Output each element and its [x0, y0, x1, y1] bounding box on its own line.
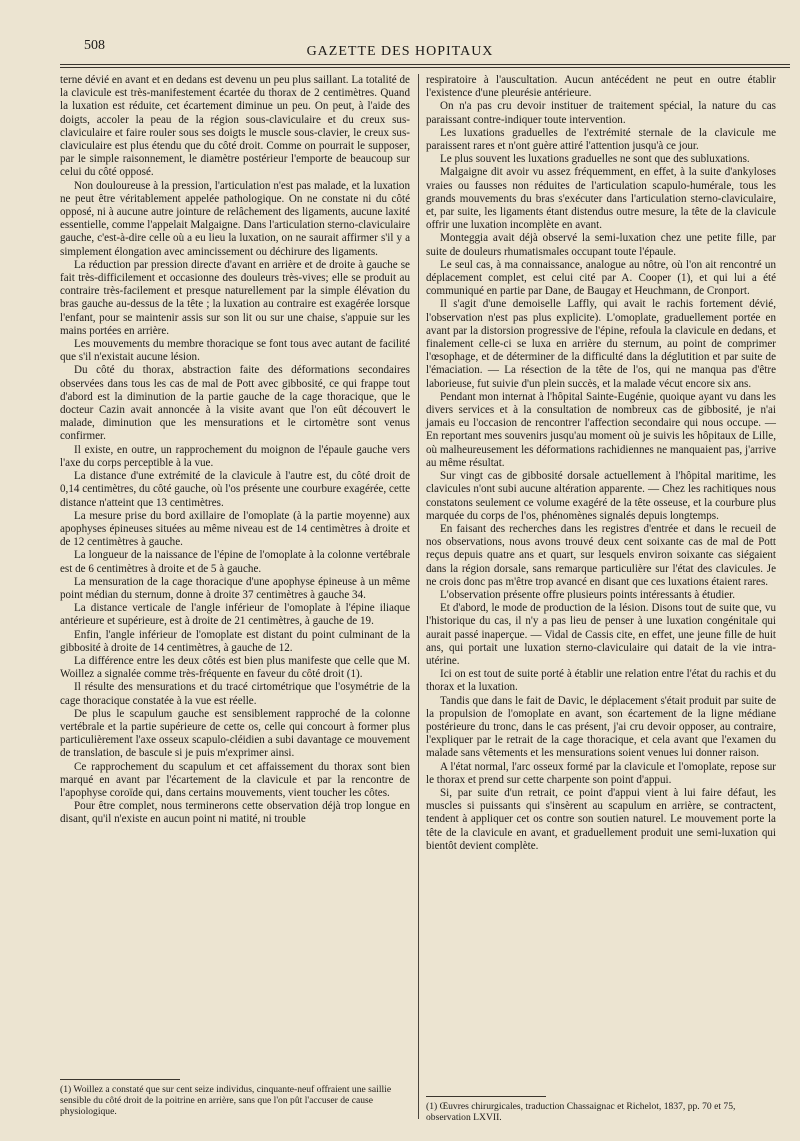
paragraph: La distance d'une extrémité de la clavicule à l'autre est, du côté droit de 0,14 centimètres, du côté gauche, où l'os présente une courbure exagérée, cette distance n'atteint que 13 centimètres.	[60, 470, 410, 509]
paragraph: La mensuration de la cage thoracique d'une apophyse épineuse à un même point médian du sternum, donne à droite 37 centimètres à gauche 34.	[60, 575, 410, 601]
paragraph: Les luxations graduelles de l'extrémité sternale de la clavicule me paraissent rares et n'ont guère attiré l'attention jusqu'à ce jour.	[426, 126, 776, 153]
paragraph: Enfin, l'angle inférieur de l'omoplate est distant du point culminant de la gibbosité à droite de 14 centimètres, à gauche de 12.	[60, 628, 410, 654]
paragraph: Pour être complet, nous terminerons cette observation déjà trop longue en disant, qu'il n'existe en aucun point ni matité, ni trouble	[60, 800, 410, 826]
left-footnote-block	[60, 1073, 410, 1117]
paragraph: terne dévié en avant et en dedans est devenu un peu plus saillant. La totalité de la clavicule est très-manifestement écartée du thorax de 2 centimètres. Quand la luxation est réduite, cet écartement diminue un peu. On peut, à l'aide des doigts, accoler la peau de la région sous-claviculaire et du creux sus-claviculaire et faire rouler sous ses doigts le muscle sous-clavier, le creux sus-claviculaire est plus étendu que du côté droit. Comme on pourrait le supposer, par le simple raisonnement, le diamètre postérieur l'emporte de beaucoup sur celui du côté opposé.	[60, 74, 410, 179]
paragraph: La réduction par pression directe d'avant en arrière et de droite à gauche se fait très-difficilement et occasionne des douleurs très-vives; elle se produit au contraire très-facilement et presque naturellement par la simple élévation du bras gauche au-dessus de la tête ; la luxation au contraire est exagérée lorsque l'enfant, pour se maintenir assis sur son lit ou sur une chaise, s'appuie sur les mains portées en arrière.	[60, 258, 410, 337]
paragraph: Le plus souvent les luxations graduelles ne sont que des subluxations.	[440, 153, 750, 166]
paragraph: Du côté du thorax, abstraction faite des déformations secondaires observées dans tous les cas de mal de Pott avec gibbosité, ce qui frappe tout d'abord est la diminution de la partie gauche de la cage thoracique, que le docteur Cazin avait annoncée à la visite avant que l'on eût découvert le malade, diminution que les mensurations et le cirtomètre sont venus confirmer.	[60, 364, 410, 443]
paragraph: Monteggia avait déjà observé la semi-luxation chez une petite fille, par suite de douleurs rhumatismales occupant toute l'épaule.	[426, 232, 776, 258]
header-rule	[60, 64, 790, 65]
paragraph: Sur vingt cas de gibbosité dorsale actuellement à l'hôpital maritime, les clavicules n'ont subi aucune altération apparente. — Chez les rachitiques nous constatons seulement ce volume exagéré de la tête osseuse, et la courbure plus marquée du corps de l'os, phénomènes signalés depuis longtemps.	[426, 470, 776, 522]
paragraph: Il résulte des mensurations et du tracé cirtométrique que l'osymétrie de la cage thoracique constatée à la vue est réelle.	[60, 681, 410, 707]
right-footnote-block	[426, 1090, 776, 1123]
paragraph: L'observation présente offre plusieurs points intéressants à étudier.	[440, 588, 736, 601]
paragraph: La distance verticale de l'angle inférieur de l'omoplate à l'épine iliaque antérieure et supérieure, est à droite de 21 centimètres, à gauche de 19.	[60, 602, 410, 628]
journal-title: GAZETTE DES HOPITAUX	[306, 44, 494, 59]
paragraph: Il s'agit d'une demoiselle Laffly, qui avait le rachis fortement dévié, l'observation n'est pas plus explicite). L'omoplate, graduellement portée en avant par la distorsion progressive de l'épine, refoula la clavicule en dedans, et finalement celle-ci se luxa en arrière du sternum, au point de comprimer l'œsophage, et de déterminer de la difficulté dans la déglutition et par suite de l'émaciation. — La résection de la tête de l'os, qui ne manqua pas d'être laborieuse, fut suivie d'un plein succès, et la malade vécut encore six ans.	[426, 298, 776, 390]
paragraph: Ce rapprochement du scapulum et cet affaissement du thorax sont bien marqué en avant par l'écartement de la clavicule et par la rencontre de l'apophyse coroïde qui, dans certains mouvements, vient toucher les côtes.	[60, 760, 410, 799]
paragraph: La longueur de la naissance de l'épine de l'omoplate à la colonne vertébrale est de 6 centimètres à droite et de 5 à gauche.	[60, 549, 410, 575]
paragraph: La mesure prise du bord axillaire de l'omoplate (à la partie moyenne) aux apophyses épineuses situées au même niveau est de 14 centimètres à droite et de 12 centimètres à gauche.	[60, 509, 410, 549]
paragraph: Tandis que dans le fait de Davic, le déplacement s'était produit par suite de la propulsion de l'omoplate en avant, son écartement de la ligne médiane postérieure du tronc, dans le cas présent, j'ai cru devoir opposer, au contraire, l'expliquer par le retrait de la cage thoracique, et cela avant que l'examen du malade sans vêtements et les mensurations soient venues lui donner raison.	[426, 694, 776, 760]
paragraph: Non douloureuse à la pression, l'articulation n'est pas malade, et la luxation ne peut être véritablement appelée pathologique. On ne constate ni du côté opposé, ni à aucune autre jointure de relâchement des ligaments, aucune laxité essentielle, comme l'appelait Malgaigne. Dans l'articulation sterno-claviculaire gauche, c'est-à-dire celle où a eu lieu la luxation, on ne saurait affirmer s'il y a simplement élongation avec amincissement ou déchirure des ligaments.	[60, 179, 410, 258]
paragraph: Il existe, en outre, un rapprochement du moignon de l'épaule gauche vers l'axe du corps perceptible à la vue.	[60, 443, 410, 469]
paragraph: On n'a pas cru devoir instituer de traitement spécial, la nature du cas paraissant contre-indiquer toute intervention.	[426, 100, 776, 126]
paragraph: Si, par suite d'un retrait, ce point d'appui vient à lui faire défaut, les muscles si puissants qui s'insèrent au scapulum en arrière, se contractent, tendent à appliquer cet os contre son soutien naturel. Le mouvement porte la tête de la clavicule en avant, et graduellement produit une semi-luxation qui bientôt devient complète.	[426, 786, 776, 852]
footnote-rule	[60, 1079, 180, 1080]
page-number: 508	[84, 38, 105, 53]
footnote-rule	[426, 1096, 546, 1097]
paragraph: Malgaigne dit avoir vu assez fréquemment, en effet, à la suite d'ankyloses vraies ou fausses non réduites de l'articulation scapulo-humérale, tous les grands mouvements du bras s'exécuter dans l'articulation sterno-claviculaire, et, par suite, les ligaments étant distendus outre mesure, la tête de la clavicule offrir une luxation incomplète en avant.	[426, 166, 776, 232]
right-column	[426, 74, 776, 853]
paragraph: De plus le scapulum gauche est sensiblement rapproché de la colonne vertébrale et la partie supérieure de cette os, celle qui concourt à former plus particulièrement l'axe osseux scapulo-cléidien a subi davantage ce mouvement de translation, de bascule si je puis m'exprimer ainsi.	[60, 707, 410, 760]
paragraph: A l'état normal, l'arc osseux formé par la clavicule et l'omoplate, repose sur le thorax et prend sur cette charpente son point d'appui.	[426, 760, 776, 786]
paragraph: Le seul cas, à ma connaissance, analogue au nôtre, où l'on ait rencontré un déplacement complet, est celui cité par A. Cooper (1), et qui lui a été communiqué en partie par Dane, de Baugay et Heuchmann, de Cronport.	[426, 258, 776, 298]
paragraph: En faisant des recherches dans les registres d'entrée et dans le recueil de nos observations, nous avons trouvé deux cent soixante cas de mal de Pott reçus depuis quatre ans et quart, sur lesquels environ soixante cas siégaient dans la région dorsale, sans remarque particulière sur l'état des clavicules. Je ne crois donc pas m'être trop avancé en disant que ces luxations étaient rares.	[426, 522, 776, 588]
column-divider	[418, 74, 419, 1119]
left-column	[60, 74, 410, 827]
paragraph: Les mouvements du membre thoracique se font tous avec autant de facilité que s'il n'existait aucune lésion.	[60, 338, 410, 364]
paragraph: La différence entre les deux côtés est bien plus manifeste que celle que M. Woillez a signalée comme très-fréquente en faveur du côté droit (1).	[60, 654, 410, 681]
footnote: (1) Woillez a constaté que sur cent seize individus, cinquante-neuf offraient une saillie sensible du côté droit de la poitrine en arrière, sans que l'on pût l'accuser de cause physiologique.	[60, 1084, 392, 1117]
paragraph: Ici on est tout de suite porté à établir une relation entre l'état du rachis et du thorax et la luxation.	[426, 668, 776, 694]
header-rule-double	[60, 67, 790, 68]
footnote: (1) Œuvres chirurgicales, traduction Chassaignac et Richelot, 1837, pp. 70 et 75, observation LXVII.	[426, 1101, 736, 1123]
paragraph: Et d'abord, le mode de production de la lésion. Disons tout de suite que, vu l'historique du cas, il n'y a pas lieu de penser à une luxation congénitale qui aurait passé inaperçue. — Vidal de Cassis cite, en effet, une jeune fille de huit ans, qui portait une luxation sterno-claviculaire qui datait de la vie intra-utérine.	[426, 602, 776, 667]
paragraph: respiratoire à l'auscultation. Aucun antécédent ne peut en outre établir l'existence d'une pleurésie antérieure.	[426, 74, 776, 100]
paragraph: Pendant mon internat à l'hôpital Sainte-Eugénie, quoique ayant vu dans les divers services et à la consultation de nombreux cas de gibbosité, je n'ai jamais eu l'occasion de rencontrer l'affection secondaire qui nous occupe. — En reportant mes souvenirs jusqu'au moment où je suivis les hôpitaux de Lille, où malheureusement les déformations rachidiennes ne manquaient pas, j'arrive au même résultat.	[426, 390, 776, 469]
